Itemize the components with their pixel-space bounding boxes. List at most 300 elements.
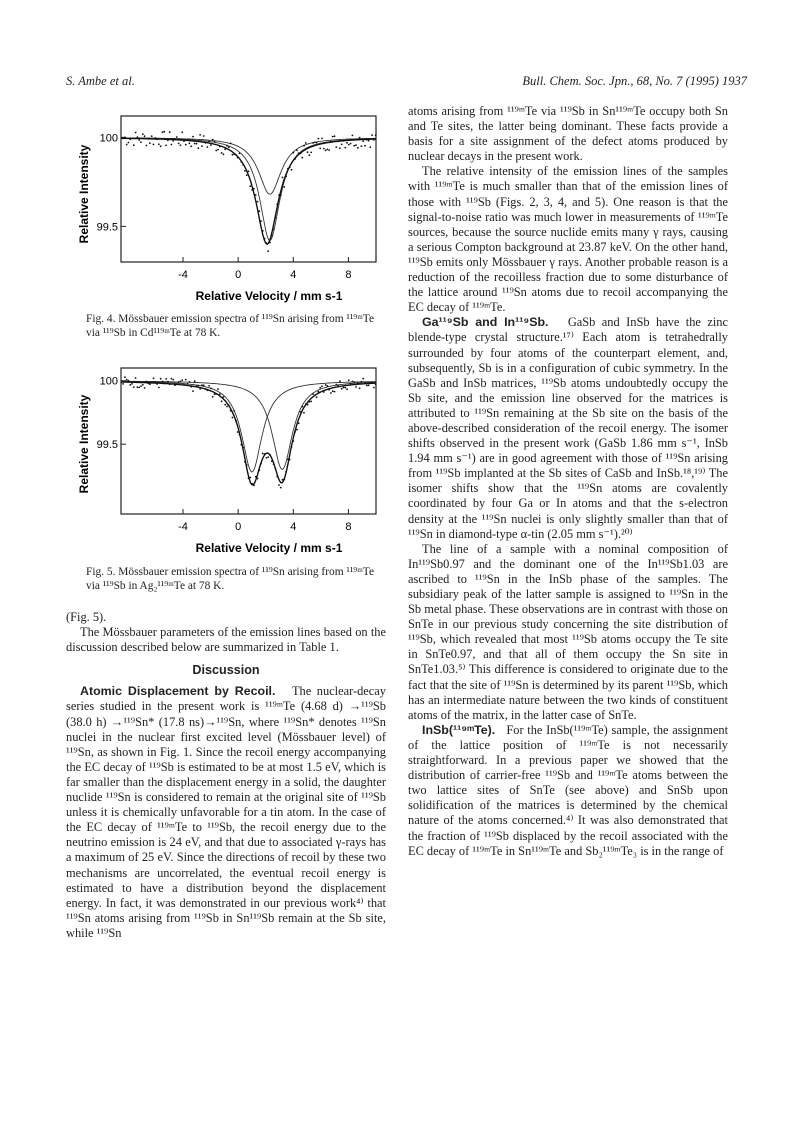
fig4-data-point xyxy=(124,137,126,139)
fig4-data-point xyxy=(332,136,334,138)
fig4-data-point xyxy=(138,139,140,141)
fig5-data-point xyxy=(355,386,357,388)
fig4-data-point xyxy=(162,131,164,133)
fig4-data-point xyxy=(328,149,330,151)
fig4-data-point xyxy=(318,138,320,140)
fig5-data-point xyxy=(181,379,183,381)
fig4-data-point xyxy=(294,158,296,160)
fig4-data-point xyxy=(237,157,239,159)
fig5-data-point xyxy=(176,384,178,386)
fig5-data-point xyxy=(158,387,160,389)
fig5-data-point xyxy=(226,406,228,408)
fig5-data-point xyxy=(339,380,341,382)
fig5-data-point xyxy=(174,384,176,386)
fig4-data-point xyxy=(255,194,257,196)
fig4-data-point xyxy=(122,138,124,140)
fig5-data-point xyxy=(235,420,237,422)
fig4-ytick-label-1: 99.5 xyxy=(96,221,118,234)
fig5-data-point xyxy=(210,388,212,390)
fig4-data-point xyxy=(350,143,352,145)
fig4-data-point xyxy=(330,141,332,143)
fig4-data-point xyxy=(335,146,337,148)
fig5-data-point xyxy=(192,390,194,392)
fig4-data-point xyxy=(362,140,364,142)
fig5-plot-frame xyxy=(121,368,376,514)
fig4-ytick-label-0: 100 xyxy=(99,132,118,145)
fig4-data-point xyxy=(298,152,300,154)
fig5-data-point xyxy=(217,388,219,390)
fig5-data-point xyxy=(359,387,361,389)
fig4-data-point xyxy=(232,154,234,156)
fig4-data-point xyxy=(309,154,311,156)
fig5-data-point xyxy=(292,440,294,442)
fig5-data-point xyxy=(129,384,131,386)
fig5-data-point xyxy=(287,459,289,461)
fig4-data-point xyxy=(289,166,291,168)
fig5-data-point xyxy=(257,478,259,480)
fig4-data-point xyxy=(223,153,225,155)
fig4-data-point xyxy=(287,168,289,170)
fig4-data-point xyxy=(325,150,327,152)
fig5-data-point xyxy=(267,456,269,458)
fig4-data-point xyxy=(224,148,226,150)
fig4-data-point xyxy=(271,235,273,237)
fig5-data-point xyxy=(153,377,155,379)
fig4-data-point xyxy=(154,137,156,139)
fig4-data-point xyxy=(214,141,216,143)
fig5-data-point xyxy=(169,383,171,385)
fig5-data-point xyxy=(194,380,196,382)
paragraph-relative-intensity: The relative intensity of the emission lines of the samples with ¹¹⁹ᵐTe is much smaller than that of the emission lines of those with ¹¹⁹Sb (Figs. 2, 3, 4, and 5). One reason is that the signal-to-noise ratio was much lower in measurements of ¹¹⁹ᵐTe sources, because the source nuclide emits many γ rays, causing a serious Compton background at 23.87 keV. On the other hand, ¹¹⁹Sb emits only Mössbauer γ rays. Another probable reason is a reduction of the recoilless fraction due to some disturbance of the lattice around ¹¹⁹Sn atoms due to recoil accompanying the EC decay of ¹¹⁹ᵐTe. xyxy=(408,164,728,315)
fig4-data-point xyxy=(217,149,219,151)
fig4-xtick-label-2: 4 xyxy=(290,269,297,281)
fig5-data-point xyxy=(251,483,253,485)
fig4-data-point xyxy=(278,194,280,196)
fig5-data-point xyxy=(183,384,185,386)
fig5-data-point xyxy=(319,387,321,389)
fig5-data-point xyxy=(334,391,336,393)
fig5-data-point xyxy=(307,404,309,406)
fig5-data-point xyxy=(262,453,264,455)
fig4-data-point xyxy=(323,148,325,150)
fig4-data-point xyxy=(203,135,205,137)
fig4-data-point xyxy=(310,152,312,154)
fig5-data-point xyxy=(224,404,226,406)
fig4-data-point xyxy=(269,242,271,244)
fig5-data-point xyxy=(280,487,282,489)
fig4-data-point xyxy=(240,161,242,163)
fig4-data-point xyxy=(210,144,212,146)
fig5-data-point xyxy=(296,429,298,431)
fig5-data-point xyxy=(366,385,368,387)
fig5-data-point xyxy=(344,387,346,389)
fig5-data-point xyxy=(273,463,275,465)
runin-heading-insb-te: InSb(¹¹⁹ᵐTe). xyxy=(422,722,496,737)
fig5-data-point xyxy=(196,385,198,387)
fig4-data-point xyxy=(273,229,275,231)
fig5-data-point xyxy=(172,379,174,381)
fig5-data-point xyxy=(346,388,348,390)
fig5-data-point xyxy=(189,381,191,383)
fig4-data-point xyxy=(276,203,278,205)
fig4-data-point xyxy=(361,145,363,147)
fig4-data-point xyxy=(197,147,199,149)
fig4-data-point xyxy=(215,150,217,152)
fig5-data-point xyxy=(248,477,250,479)
fig5-data-point xyxy=(178,381,180,383)
fig4-data-point xyxy=(275,217,277,219)
fig5-data-point xyxy=(269,454,271,456)
fig4-data-point xyxy=(366,139,368,141)
fig5-data-point xyxy=(223,396,225,398)
fig4-data-point xyxy=(353,145,355,147)
fig5-data-point xyxy=(146,381,148,383)
fig5-data-point xyxy=(300,411,302,413)
fig5-data-point xyxy=(160,378,162,380)
fig5-data-point xyxy=(341,388,343,390)
fig5-xtick-label-1: 0 xyxy=(235,521,242,533)
fig5-data-point xyxy=(246,464,248,466)
section-heading-discussion: Discussion xyxy=(192,663,260,678)
fig5-data-point xyxy=(369,382,371,384)
figure-5-plot xyxy=(66,356,386,561)
fig4-data-point xyxy=(260,220,262,222)
fig5-data-point xyxy=(124,376,126,378)
paragraph-gasb-insb xyxy=(408,315,728,541)
fig4-data-point xyxy=(244,170,246,172)
fig5-data-point xyxy=(215,393,217,395)
fig5-data-point xyxy=(335,384,337,386)
fig4-data-point xyxy=(153,144,155,146)
fig5-data-point xyxy=(142,384,144,386)
fig5-data-point xyxy=(326,385,328,387)
fig5-data-point xyxy=(126,379,128,381)
fig5-data-point xyxy=(332,390,334,392)
fig5-data-point xyxy=(140,385,142,387)
fig4-data-point xyxy=(167,139,169,141)
fig4-data-point xyxy=(375,134,377,136)
fig4-data-point xyxy=(233,153,235,155)
fig4-data-point xyxy=(292,152,294,154)
fig5-data-point xyxy=(298,422,300,424)
fig5-data-point xyxy=(201,384,203,386)
fig5-data-point xyxy=(128,380,130,382)
fig4-data-point xyxy=(334,135,336,137)
fig4-data-point xyxy=(300,153,302,155)
fig4-data-point xyxy=(180,144,182,146)
fig5-data-point xyxy=(276,476,278,478)
fig4-data-point xyxy=(339,147,341,149)
fig4-data-point xyxy=(181,131,183,133)
fig5-data-point xyxy=(185,379,187,381)
fig5-data-point xyxy=(364,382,366,384)
fig4-xtick-label-3: 8 xyxy=(345,269,352,281)
fig4-data-point xyxy=(151,135,153,137)
fig4-data-point xyxy=(135,132,137,134)
fig4-data-point xyxy=(187,139,189,141)
fig4-data-point xyxy=(192,136,194,138)
fig5-data-point xyxy=(167,381,169,383)
fig5-data-point xyxy=(321,385,323,387)
fig4-data-point xyxy=(282,177,284,179)
fig5-data-point xyxy=(180,381,182,383)
fig4-data-point xyxy=(129,138,131,140)
fig4-data-point xyxy=(221,152,223,154)
fig5-data-point xyxy=(154,382,156,384)
paragraph-atomic-displacement-body: The nuclear-decay series studied in the present work is ¹¹⁹ᵐTe (4.68 d) →¹¹⁹Sb (38.0 h) →¹¹⁹Sn* (17.8 ns)→¹¹⁹Sn, where ¹¹⁹Sn* denotes ¹¹⁹Sn nuclei in the nuclear first excited level (Mössbauer level) of ¹¹⁹Sn, as shown in Fig. 1. Since the recoil energy accompanying the EC decay of ¹¹⁹Sb is estimated to be at most 1.5 eV, which is far smaller than the displacement energy in a solid, the daughter nuclide ¹¹⁹Sn is considered to remain at the original site of ¹¹⁹Sb unless it is chemically unfavorable for a tin atom. In the case of the EC decay of ¹¹⁹ᵐTe to ¹¹⁹Sb, the recoil energy due to the neutrino emission is 24 eV, and that due to associated γ-rays has a maximum of 25 eV. Since the directions of recoil by these two mechanisms are uncorrelated, the eventual recoil energy is estimated to have a distribution beyond the displacement energy. In fact, it was demonstrated in our previous work⁴⁾ that ¹¹⁹Sn atoms arising from ¹¹⁹Sb in Sn¹¹⁹Sb remain at the Sb site, while ¹¹⁹Sn xyxy=(66,684,387,940)
fig4-data-point xyxy=(368,140,370,142)
fig5-data-point xyxy=(362,378,364,380)
fig5-xtick-label-0: -4 xyxy=(178,521,188,533)
fig5-data-point xyxy=(352,381,354,383)
fig5-data-point xyxy=(237,431,239,433)
fig5-data-point xyxy=(190,386,192,388)
fig5-data-point xyxy=(253,485,255,487)
fig4-data-point xyxy=(249,185,251,187)
fig5-data-point xyxy=(328,389,330,391)
fig5-data-point xyxy=(291,446,293,448)
fig5-data-point xyxy=(343,387,345,389)
paragraph-insb-te xyxy=(408,723,728,859)
fig5-component-curve-1 xyxy=(121,381,376,469)
fig5-data-point xyxy=(285,471,287,473)
fig4-data-point xyxy=(131,138,133,140)
fig5-data-point xyxy=(271,460,273,462)
fig4-data-point xyxy=(205,142,207,144)
fig4-data-point xyxy=(253,188,255,190)
paragraph-gasb-insb-body: GaSb and InSb have the zinc blende-type crystal structure.¹⁷⁾ Each atom is tetrahedrally surrounded by four atoms of the counterpart element, and, subsequently, Sb is in a configuration of cubic symmetry. In the GaSb and InSb matrices, ¹¹⁹Sb atoms undoubtedly occupy the Sb site, and the emission line observed for the matrices is attributed to ¹¹⁹Sn remaining at the Sb site on the basis of the above-described consideration of the recoil energy. The isomer shifts observed in the present work (GaSb 1.86 mm s⁻¹, InSb 1.94 mm s⁻¹) are in good agreement with those of ¹¹⁹Sn arising from ¹¹⁹Sb implanted at the Sb sites of CaSb and InSb.¹⁸,¹⁹⁾ The isomer shifts show that the ¹¹⁹Sn atoms are covalently coordinated by four Ga or In atoms and that the s-electron density at the ¹¹⁹Sn nuclei is only slightly smaller than that of ¹¹⁹Sn in diamond-type α-tin (2.05 mm s⁻¹).²⁰⁾ xyxy=(408,315,728,541)
fig5-data-point xyxy=(203,384,205,386)
fig4-data-point xyxy=(312,142,314,144)
fig4-ylabel: Relative Intensity xyxy=(77,144,91,244)
fig4-data-point xyxy=(146,145,148,147)
fig4-data-point xyxy=(283,186,285,188)
fig4-data-point xyxy=(156,138,158,140)
fig5-data-point xyxy=(275,468,277,470)
fig4-data-point xyxy=(285,176,287,178)
fig4-data-point xyxy=(257,201,259,203)
fig4-data-point xyxy=(246,174,248,176)
fig4-component-curve-0 xyxy=(121,138,376,241)
fig4-data-point xyxy=(307,151,309,153)
fig5-ytick-label-1: 99.5 xyxy=(96,439,118,452)
fig5-data-point xyxy=(312,393,314,395)
fig4-data-point xyxy=(371,134,373,136)
fig5-xlabel: Relative Velocity / mm s-1 xyxy=(195,541,343,555)
paragraph-table-summary: The Mössbauer parameters of the emission lines based on the discussion described below are summarized in Table 1. xyxy=(66,625,386,655)
paragraph-insb-lines: The line of a sample with a nominal composition of In¹¹⁹Sb0.97 and the dominant one of the In¹¹⁹Sb1.03 are ascribed to ¹¹⁹Sn in the InSb phase of the samples. The subsidiary peak of the latter sample is assigned to ¹¹⁹Sn in the Sb metal phase. These observations are in contrast with those on SnTe in our previous study concerning the site distribution of ¹¹⁹Sb, which revealed that most ¹¹⁹Sb atoms occupy the Te site in SnTe0.97, and that all of them occupy the Sn site in SnTe1.03.⁵⁾ This difference is considered to originate due to the fact that the site of ¹¹⁹Sn is determined by its parent ¹¹⁹Sb, which has an intermediate nature between the two kinds of constituent atoms of the matrix, in the latter case of SnTe. xyxy=(408,541,728,722)
fig4-data-point xyxy=(219,146,221,148)
fig5-component-curve-0 xyxy=(121,382,376,473)
fig4-data-point xyxy=(326,149,328,151)
fig5-data-point xyxy=(212,396,214,398)
fig5-data-point xyxy=(361,381,363,383)
fig5-data-point xyxy=(199,388,201,390)
fig5-data-point xyxy=(162,381,164,383)
figure-4-caption: Fig. 4. Mössbauer emission spectra of ¹¹⁹Sn arising from ¹¹⁹ᵐTe via ¹¹⁹Sb in Cd¹¹⁹ᵐTe at 78 K. xyxy=(86,313,375,339)
fig5-data-point xyxy=(316,396,318,398)
paragraph-site-occupation: atoms arising from ¹¹⁹ᵐTe via ¹¹⁹Sb in Sn¹¹⁹ᵐTe occupy both Sn and Te sites, the latter being dominant. These facts provide a basis for a site assignment of the defect atoms produced by nuclear decays in the present work. xyxy=(408,104,728,164)
fig4-component-curve-1 xyxy=(121,138,376,194)
fig5-data-point xyxy=(147,383,149,385)
fig5-data-point xyxy=(221,400,223,402)
fig4-data-point xyxy=(305,142,307,144)
figure-5-caption: Fig. 5. Mössbauer emission spectra of ¹¹⁹Sn arising from ¹¹⁹ᵐTe via ¹¹⁹Sb in Ag₂¹¹⁹ᵐTe at 78 K. xyxy=(86,566,375,592)
fig5-data-point xyxy=(242,447,244,449)
fig5-data-point xyxy=(303,412,305,414)
fig4-data-point xyxy=(262,230,264,232)
fig4-data-point xyxy=(359,137,361,139)
fig4-data-point xyxy=(144,135,146,137)
fig4-xlabel: Relative Velocity / mm s-1 xyxy=(195,289,343,303)
fig5-data-point xyxy=(151,382,153,384)
fig5-data-point xyxy=(330,392,332,394)
runin-heading-gasb-insb: Ga¹¹⁹Sb and In¹¹⁹Sb. xyxy=(422,315,549,330)
fig5-ytick-label-0: 100 xyxy=(99,375,118,388)
fig5-data-point xyxy=(373,387,375,389)
fig5-data-point xyxy=(264,453,266,455)
fig4-data-point xyxy=(251,189,253,191)
fig4-data-point xyxy=(126,144,128,146)
fig4-data-point xyxy=(199,134,201,136)
fig5-data-point xyxy=(187,383,189,385)
fig5-data-point xyxy=(375,384,377,386)
fig5-xtick-label-2: 4 xyxy=(290,521,297,533)
fig4-data-point xyxy=(171,144,173,146)
fig5-data-point xyxy=(260,463,262,465)
running-header-authors: S. Ambe et al. xyxy=(66,74,135,88)
fig5-data-point xyxy=(163,383,165,385)
fig5-data-point xyxy=(266,457,268,459)
fig5-ylabel: Relative Intensity xyxy=(77,394,91,494)
fig4-data-point xyxy=(352,135,354,137)
fig4-data-point xyxy=(242,164,244,166)
fig5-data-point xyxy=(282,479,284,481)
fig4-data-point xyxy=(321,138,323,140)
fig5-data-point xyxy=(314,395,316,397)
fig4-data-point xyxy=(346,142,348,144)
fig4-data-point xyxy=(194,143,196,145)
fig5-data-point xyxy=(205,388,207,390)
fig4-data-point xyxy=(190,145,192,147)
fig4-data-point xyxy=(128,142,130,144)
fig5-data-point xyxy=(371,382,373,384)
fig5-data-point xyxy=(131,383,133,385)
fig4-data-point xyxy=(206,146,208,148)
fig4-data-point xyxy=(239,152,241,154)
right-column xyxy=(408,104,728,859)
running-header-journal: Bull. Chem. Soc. Jpn., 68, No. 7 (1995) 1937 xyxy=(522,74,747,88)
fig4-data-point xyxy=(149,142,151,144)
fig4-data-point xyxy=(266,242,268,244)
fig4-data-point xyxy=(176,136,178,138)
fig4-data-point xyxy=(364,145,366,147)
fig4-data-point xyxy=(296,149,298,151)
fig5-data-point xyxy=(149,383,151,385)
fig5-data-point xyxy=(353,381,355,383)
fig5-data-point xyxy=(122,383,124,385)
fig5-data-point xyxy=(165,378,167,380)
fig4-data-point xyxy=(235,154,237,156)
fig5-data-point xyxy=(230,410,232,412)
fig4-data-point xyxy=(369,146,371,148)
fig5-data-point xyxy=(368,385,370,387)
fig4-data-point xyxy=(314,142,316,144)
fig4-data-point xyxy=(291,169,293,171)
fig4-data-point xyxy=(133,144,135,146)
fig4-data-point xyxy=(337,140,339,142)
fig5-data-point xyxy=(289,459,291,461)
fig5-data-point xyxy=(135,377,137,379)
left-column xyxy=(66,610,386,941)
fig4-data-point xyxy=(319,148,321,150)
fig5-data-point xyxy=(244,461,246,463)
fig5-data-point xyxy=(233,410,235,412)
fig5-data-point xyxy=(171,378,173,380)
fig5-data-point xyxy=(325,384,327,386)
fig4-data-point xyxy=(201,145,203,147)
fig5-data-point xyxy=(240,444,242,446)
fig4-data-point xyxy=(185,144,187,146)
fig4-data-point xyxy=(248,170,250,172)
fig4-data-point xyxy=(303,145,305,147)
fig5-data-point xyxy=(228,404,230,406)
fig5-data-point xyxy=(138,387,140,389)
paragraph-insb-te-body: For the InSb(¹¹⁹ᵐTe) sample, the assignment of the lattice position of ¹¹⁹ᵐTe is not necessarily straightforward. In a previous paper we showed that the distribution of carrier-free ¹¹⁹Sb and ¹¹⁹ᵐTe atoms between the two lattice sites of SnTe (see above) and SnSb upon solidification of the matrices is determined by the chemical nature of the atoms concerned.⁴⁾ It was also demonstrated that the fraction of ¹¹⁹Sb displaced by the recoil associated with the EC decay of ¹¹⁹ᵐTe in Sn¹¹⁹ᵐTe and Sb₂¹¹⁹ᵐTe₃ is in the range of xyxy=(408,722,729,858)
figure-4-plot xyxy=(66,104,386,309)
fig5-data-point xyxy=(239,434,241,436)
fig4-data-point xyxy=(172,140,174,142)
fig4-data-point xyxy=(355,144,357,146)
fig5-data-point xyxy=(305,403,307,405)
fig5-data-point xyxy=(197,385,199,387)
fig4-data-point xyxy=(226,145,228,147)
fig5-data-point xyxy=(309,401,311,403)
fig5-total-fit xyxy=(121,382,376,485)
fig4-data-point xyxy=(301,157,303,159)
fig5-data-point xyxy=(258,469,260,471)
fig5-data-point xyxy=(357,382,359,384)
fig5-data-point xyxy=(133,386,135,388)
fig5-data-point xyxy=(144,387,146,389)
fig5-data-point xyxy=(219,393,221,395)
fig5-data-point xyxy=(283,479,285,481)
fig4-data-point xyxy=(165,145,167,147)
fig4-data-point xyxy=(208,141,210,143)
fig5-data-point xyxy=(323,391,325,393)
fig4-data-point xyxy=(142,133,144,135)
fig4-data-point xyxy=(341,144,343,146)
fig4-data-point xyxy=(316,142,318,144)
fig5-data-point xyxy=(310,401,312,403)
fig5-data-point xyxy=(318,391,320,393)
fig4-data-point xyxy=(178,143,180,145)
fig4-data-point xyxy=(228,146,230,148)
fig4-data-point xyxy=(344,147,346,149)
fig4-data-point xyxy=(357,147,359,149)
fig4-data-point xyxy=(196,143,198,145)
fig5-data-point xyxy=(206,389,208,391)
fig5-data-point xyxy=(337,385,339,387)
fig4-xtick-label-1: 0 xyxy=(235,269,242,281)
fig4-data-point xyxy=(137,136,139,138)
fig5-data-point xyxy=(348,379,350,381)
fig4-data-point xyxy=(189,142,191,144)
paragraph-fig5-ref: (Fig. 5). xyxy=(66,610,107,624)
fig4-data-point xyxy=(267,250,269,252)
fig5-data-point xyxy=(278,484,280,486)
fig5-data-point xyxy=(255,476,257,478)
